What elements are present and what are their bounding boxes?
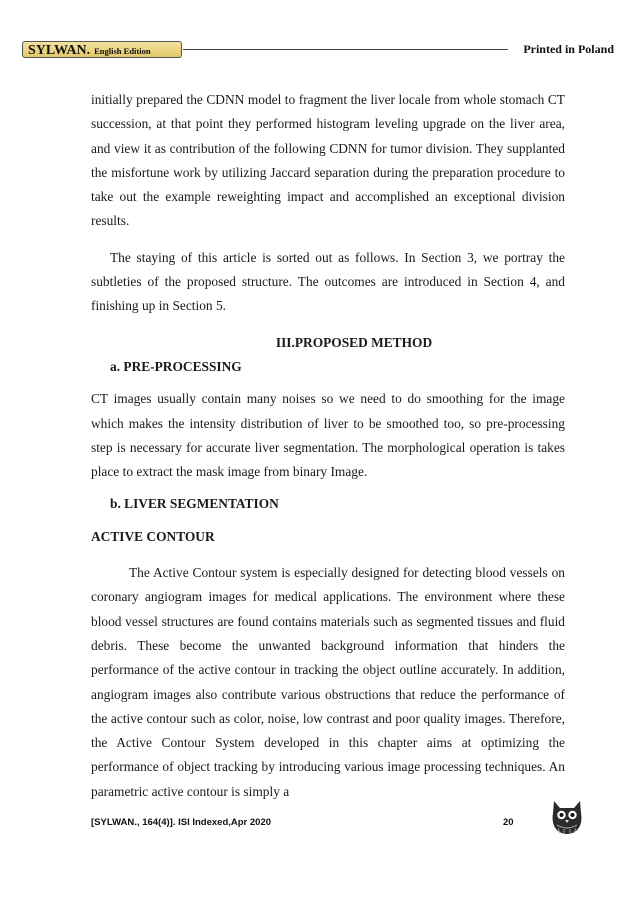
page-number: 20 (503, 817, 514, 828)
journal-edition: English Edition (94, 46, 151, 56)
paragraph-organization: The staying of this article is sorted out as follows. In Section 3, we portray the subtleties of the proposed structure. The outcomes are introduced in Section 4, and finishing up in Section 5. (91, 249, 565, 314)
paragraph-intro-continued: initially prepared the CDNN model to fragment the liver locale from whole stomach CT succession, at that point they performed histogram leveling upgrade on the liver area, and view it as contribution of the following CDNN for tumor division. They supplanted the misfortune work by utilizing Jaccard separation during the preparation procedure to take out the example reweighting impact and accomplished an exceptional division results. (91, 92, 565, 229)
running-header (22, 41, 614, 61)
footer-citation: [SYLWAN., 164(4)]. ISI Indexed,Apr 2020 (91, 817, 272, 828)
subheading-liver-segmentation: b. LIVER SEGMENTATION (110, 496, 279, 512)
printed-in-label: Printed in Poland (523, 42, 614, 56)
section-heading: III.PROPOSED METHOD (275, 334, 433, 350)
page-body (91, 88, 565, 804)
journal-name: SYLWAN. (28, 43, 91, 58)
paragraph-preprocessing: CT images usually contain many noises so we need to do smoothing for the image which makes the intensity distribution of liver to be smoothed too, so pre-processing step is necessary for accurate liver segmentation. The morphological operation is takes place to extract the mask image from binary Image. (91, 391, 565, 480)
journal-brand-badge (22, 41, 182, 58)
paragraph-active-contour: The Active Contour system is especially designed for detecting blood vessels on coronary angiogram images for medical applications. The environment where these blood vessel structures are found contains materials such as segmented tissues and fluid debris. These become the unwanted background information that hinders the performance of the active contour in tracking the object outline accurately. In addition, angiogram images also contribute various obstructions that reduce the performance of the active contour such as color, noise, low contrast and poor quality images. Therefore, the Active Contour System developed in this chapter aims at optimizing the performance of object tracking by introducing various image processing techniques. An parametric active contour is simply a (91, 565, 565, 799)
subheading-preprocessing: a. PRE-PROCESSING (110, 358, 242, 374)
header-rule (183, 49, 508, 50)
heading-active-contour: ACTIVE CONTOUR (91, 528, 215, 544)
sylwan-emblem-icon (548, 795, 586, 837)
